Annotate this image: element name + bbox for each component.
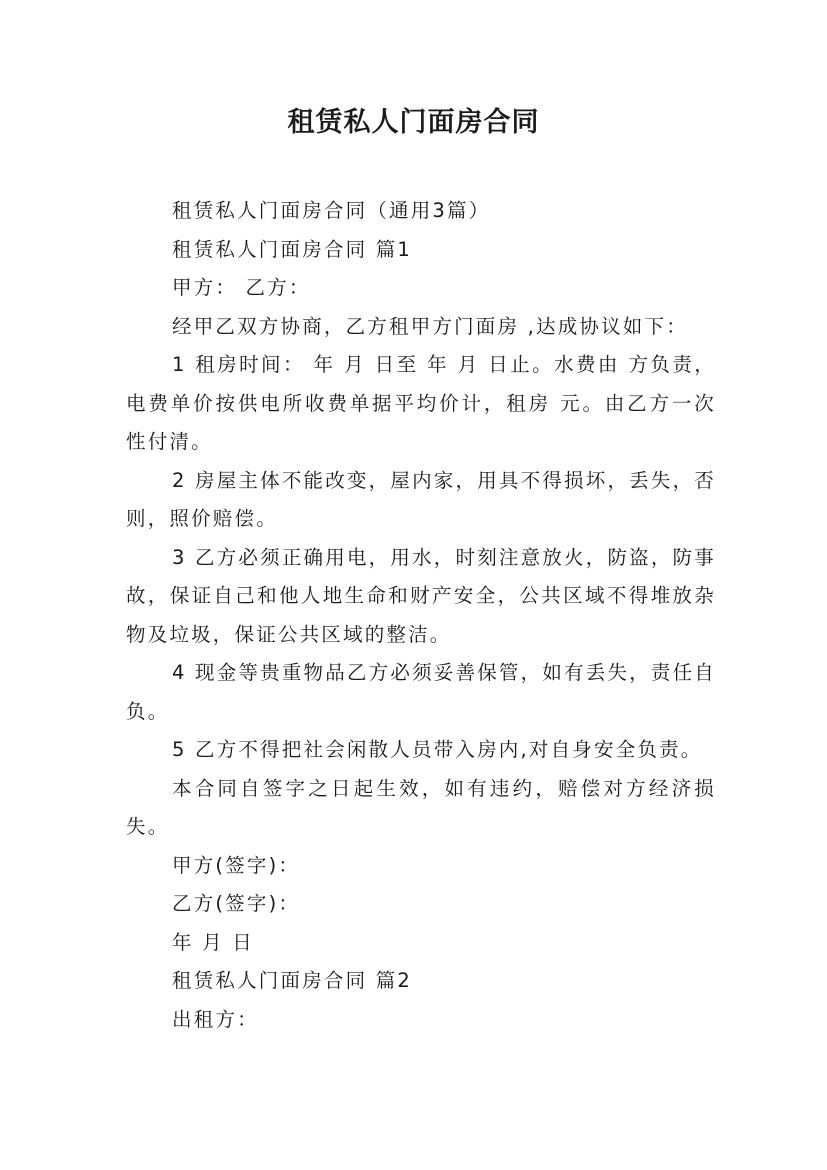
paragraph-clause-4: 4 现金等贵重物品乙方必须妥善保管，如有丢失，责任自负。: [126, 661, 716, 723]
paragraph-section-1-heading: 租赁私人门面房合同 篇1: [172, 237, 413, 261]
paragraph-clause-5: 5 乙方不得把社会闲散人员带入房内,对自身安全负责。: [172, 738, 703, 761]
paragraph-parties: 甲方： 乙方：: [172, 276, 311, 299]
paragraph-clause-2: 2 房屋主体不能改变，屋内家，用具不得损坏，丢失，否则，照价赔偿。: [126, 468, 716, 530]
paragraph-agreement-intro: 经甲乙双方协商，乙方租甲方门面房 ,达成协议如下：: [172, 314, 688, 338]
paragraph-clause-3: 3 乙方必须正确用电，用水，时刻注意放火，防盗，防事故，保证自己和他人地生命和财产安全，公共区域不得堆放杂物及垃圾，保证公共区域的整洁。: [126, 545, 716, 646]
paragraph-clause-1: 1 租房时间： 年 月 日至 年 月 日止。水费由 方负责，电费单价按供电所收费单据平均价计，租房 元。由乙方一次性付清。: [126, 353, 716, 453]
paragraph-subtitle: 租赁私人门面房合同（通用3篇）: [172, 199, 491, 222]
paragraph-effective-clause: 本合同自签字之日起生效，如有违约，赔偿对方经济损失。: [126, 776, 716, 838]
document-body: [126, 192, 716, 1039]
paragraph-party-a-signature: 甲方(签字)：: [172, 853, 301, 877]
paragraph-party-b-signature: 乙方(签字)：: [172, 892, 301, 915]
document-title: 租赁私人门面房合同: [287, 107, 540, 138]
paragraph-section-2-heading: 租赁私人门面房合同 篇2: [172, 969, 413, 992]
paragraph-date: 年 月 日: [172, 930, 254, 954]
paragraph-lessor: 出租方：: [172, 1007, 259, 1031]
